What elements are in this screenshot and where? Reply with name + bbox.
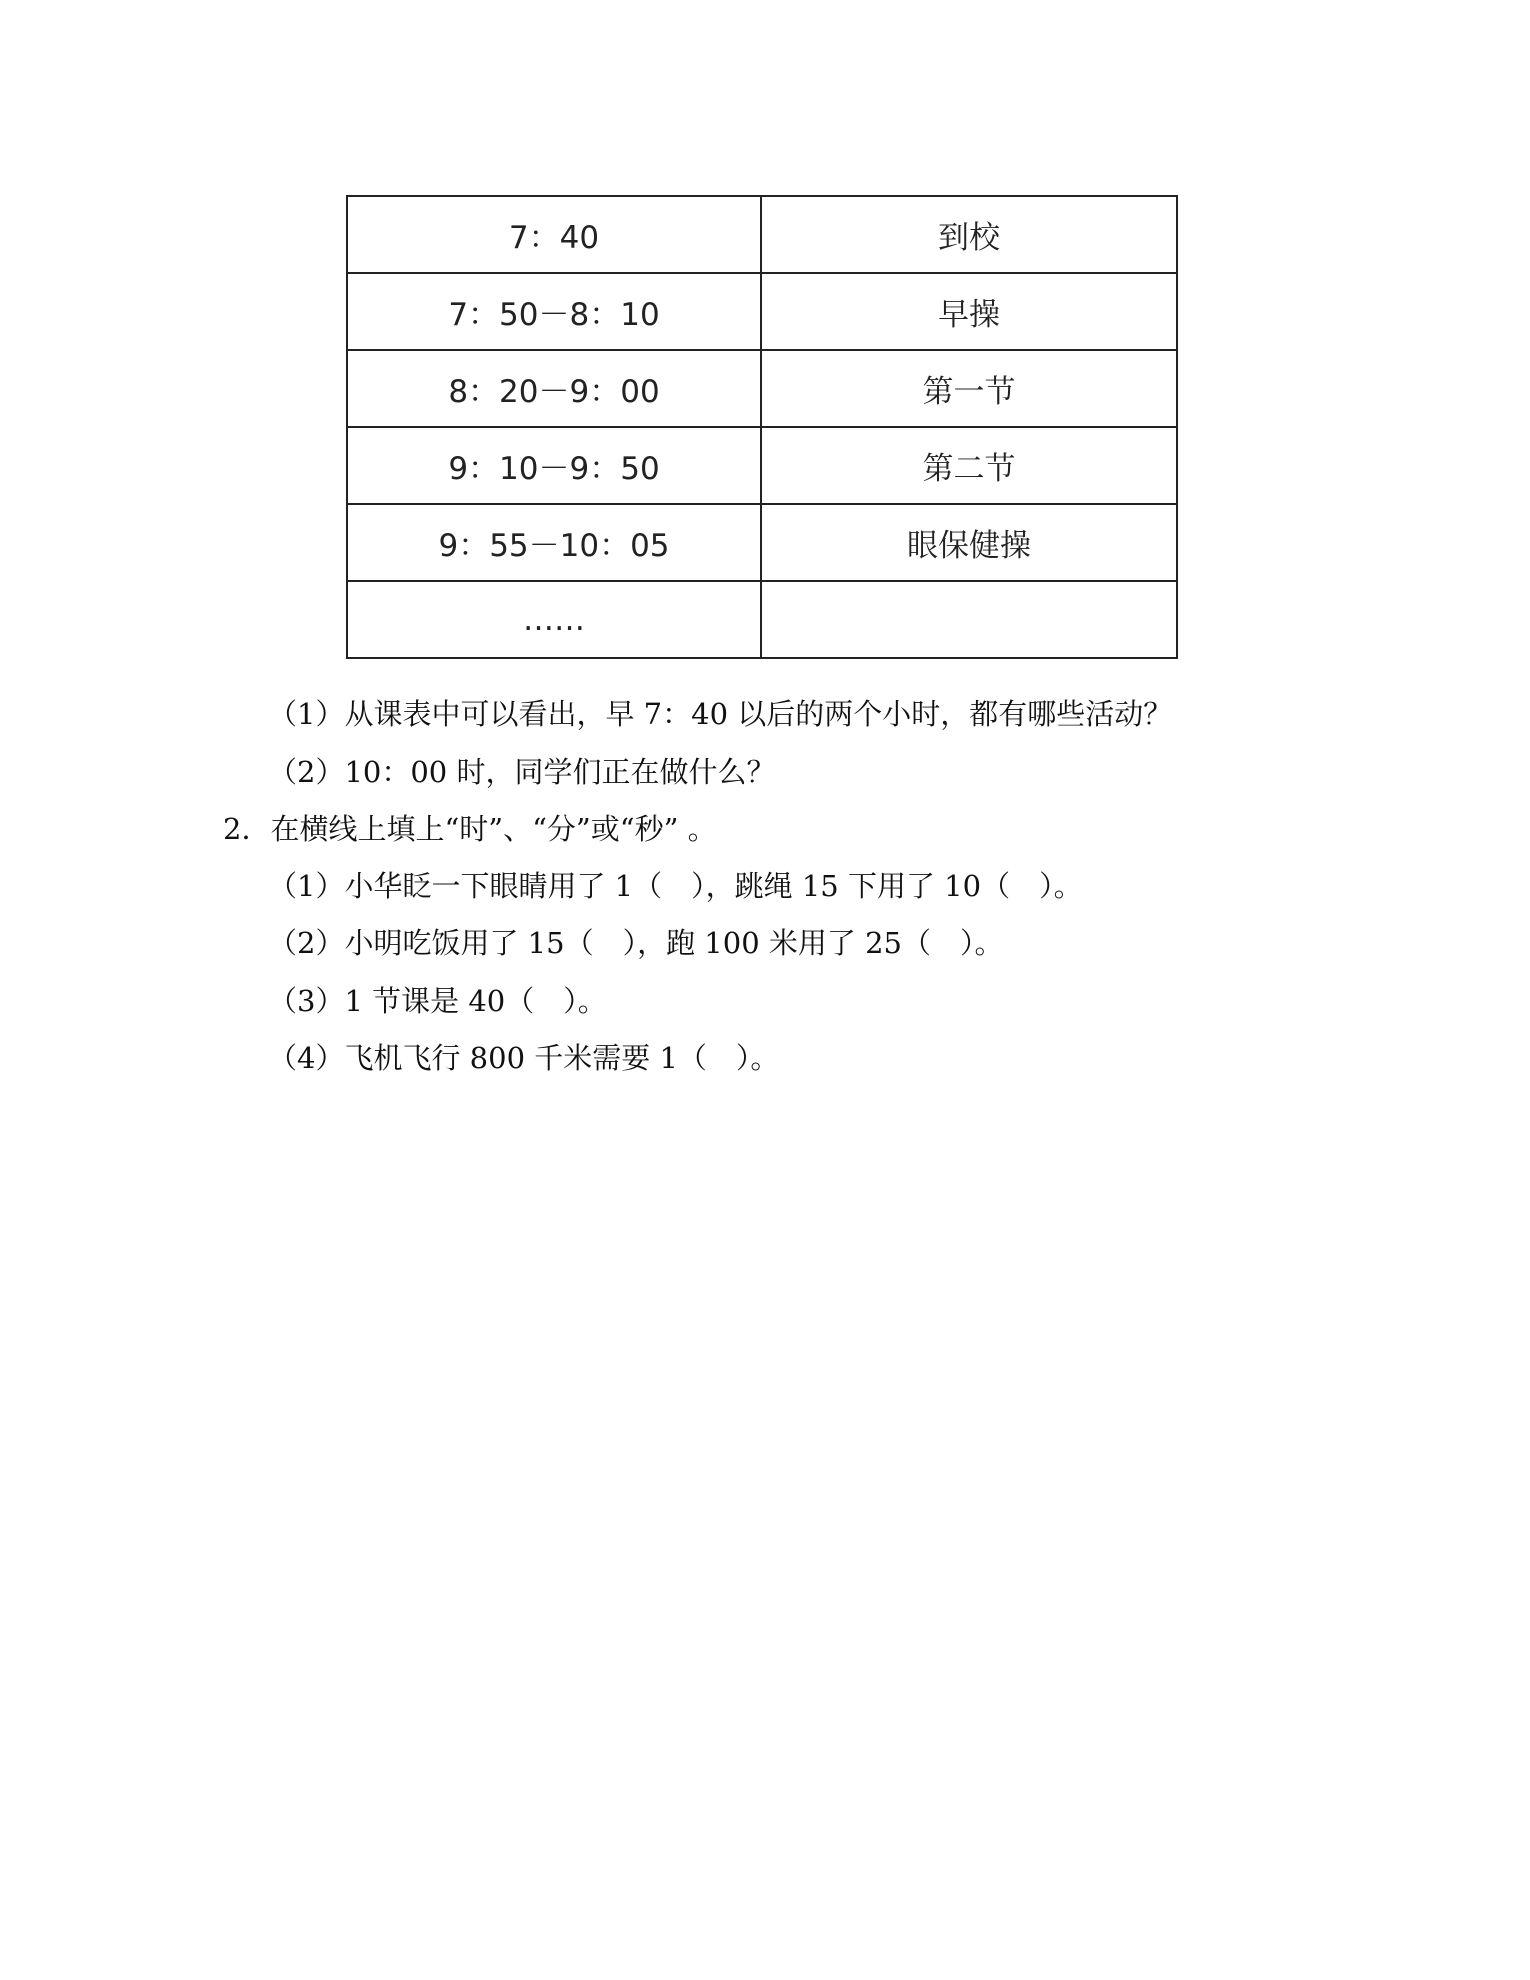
- fill-blank-item-3: （3）1 节课是 40（ ）。: [268, 984, 607, 1018]
- fill-blank-item-4: （4）飞机飞行 800 千米需要 1（ ）。: [268, 1041, 780, 1075]
- time-cell: ……: [347, 581, 761, 658]
- activity-cell: 早操: [761, 273, 1177, 350]
- question-2: （2）10：00 时，同学们正在做什么？: [268, 755, 776, 789]
- time-cell: 9：55－10：05: [347, 504, 761, 581]
- activity-cell: 到校: [761, 196, 1177, 273]
- table-row: [347, 427, 1177, 504]
- fill-blank-item-1: （1）小华眨一下眼睛用了 1（ ），跳绳 15 下用了 10（ ）。: [268, 869, 1083, 903]
- time-cell: 9：10－9：50: [347, 427, 761, 504]
- activity-cell: 眼保健操: [761, 504, 1177, 581]
- question-1: （1）从课表中可以看出，早 7：40 以后的两个小时，都有哪些活动？: [268, 697, 1173, 731]
- time-cell: 7：50－8：10: [347, 273, 761, 350]
- table-row: [347, 196, 1177, 273]
- table-row: [347, 581, 1177, 658]
- activity-cell: 第一节: [761, 350, 1177, 427]
- activity-cell: 第二节: [761, 427, 1177, 504]
- activity-cell: [761, 581, 1177, 658]
- table-row: [347, 273, 1177, 350]
- schedule-table: [346, 195, 1178, 659]
- table-row: [347, 504, 1177, 581]
- fill-blank-item-2: （2）小明吃饭用了 15（ ），跑 100 米用了 25（ ）。: [268, 926, 1004, 960]
- time-cell: 7：40: [347, 196, 761, 273]
- table-row: [347, 350, 1177, 427]
- section-2-heading: 2．在横线上填上“时”、“分”或“秒” 。: [223, 812, 717, 846]
- time-cell: 8：20－9：00: [347, 350, 761, 427]
